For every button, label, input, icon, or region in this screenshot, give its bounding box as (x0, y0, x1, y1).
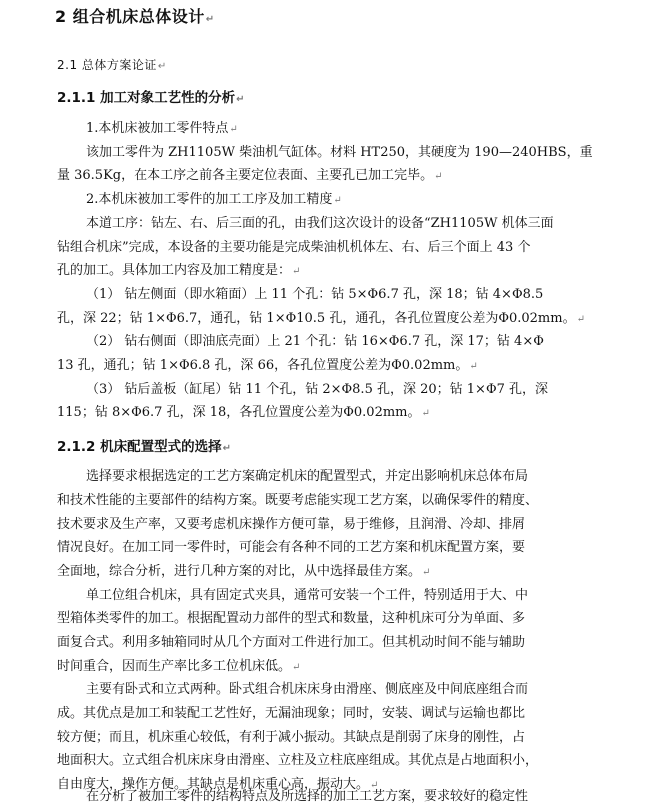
paragraph-line: （3） 钻后盖板（缸尾）钻 11 个孔，钻 2×Φ8.5 孔，深 20；钻 1×Φ7 孔，深 (86, 382, 549, 397)
paragraph-line: 时间重合，因而生产率比多工位机床低。↵ (57, 659, 301, 674)
paragraph-line: （1） 钻左侧面（即水箱面）上 11 个孔：钻 5×Φ6.7 孔，深 18；钻 4×Φ8.5 (86, 287, 544, 302)
paragraph-line: 单工位组合机床，具有固定式夹具，通常可安装一个工件，特别适用于大、中 (86, 588, 529, 603)
paragraph-line: 量 36.5Kg，在本工序之前各主要定位表面、主要孔已加工完毕。↵ (57, 168, 443, 183)
paragraph-line: 本道工序：钻左、右、后三面的孔，由我们这次设计的设备“ZH1105W 机体三面 (86, 216, 554, 231)
paragraph-line: 钻组合机床”完成，本设备的主要功能是完成柴油机机体左、右、后三个面上 43 个 (57, 240, 531, 255)
subsection-heading-2: 2.1.2 机床配置型式的选择↵ (57, 439, 232, 455)
paragraph-line: 情况良好。在加工同一零件时，可能会有各种不同的工艺方案和机床配置方案，要 (57, 540, 526, 555)
paragraph-line: 2.本机床被加工零件的加工工序及加工精度↵ (86, 192, 342, 207)
paragraph-line: 自由度大，操作方便。其缺点是机床重心高，振动大。↵ (57, 777, 379, 792)
paragraph-line: 地面积大。立式组合机床床身由滑座、立柱及立柱底座组成。其优点是占地面积小， (57, 753, 539, 768)
paragraph-line: （2） 钻右侧面（即油底壳面）上 21 个孔：钻 16×Φ6.7 孔，深 17；钻 4×Φ (86, 334, 544, 349)
paragraph-line: 和技术性能的主要部件的结构方案。既要考虑能实现工艺方案，以确保零件的精度、 (57, 493, 539, 508)
paragraph-line: 全面地，综合分析，进行几种方案的对比，从中选择最佳方案。↵ (57, 564, 431, 579)
paragraph-line: 该加工零件为 ZH1105W 柴油机气缸体。材料 HT250，其硬度为 190—240HBS，重 (86, 145, 593, 160)
paragraph-line: 主要有卧式和立式两种。卧式组合机床床身由滑座、侧底座及中间底座组合而 (86, 682, 529, 697)
subsection-heading-1: 2.1.1 加工对象工艺性的分析↵ (57, 90, 245, 106)
paragraph-line: 孔的加工。具体加工内容及加工精度是：↵ (57, 263, 301, 278)
paragraph-line: 孔，深 22；钻 1×Φ6.7，通孔，钻 1×Φ10.5 孔，通孔，各孔位置度公差为Φ0.02mm。↵ (57, 311, 585, 326)
paragraph-line: 1.本机床被加工零件特点↵ (86, 121, 238, 136)
paragraph-line: 成。其优点是加工和装配工艺性好，无漏油现象；同时，安装、调试与运输也都比 (57, 706, 526, 721)
paragraph-line: 面复合式。利用多轴箱同时从几个方面对工件进行加工。但其机动时间不能与辅助 (57, 635, 526, 650)
section-heading: 2.1 总体方案论证↵ (57, 58, 167, 72)
paragraph-line: 13 孔，通孔；钻 1×Φ6.8 孔，深 66，各孔位置度公差为Φ0.02mm。↵ (57, 358, 478, 373)
paragraph-line: 115；钻 8×Φ6.7 孔，深 18，各孔位置度公差为Φ0.02mm。↵ (57, 405, 430, 420)
paragraph-line: 技术要求及生产率，又要考虑机床操作方便可靠，易于维修，且润滑、冷却、排屑 (57, 517, 526, 532)
paragraph-line: 选择要求根据选定的工艺方案确定机床的配置型式，并定出影响机床总体布局 (86, 469, 529, 484)
chapter-heading: 2 组合机床总体设计↵ (55, 7, 215, 26)
paragraph-line: 型箱体类零件的加工。根据配置动力部件的型式和数量，这种机床可分为单面、多 (57, 611, 526, 626)
paragraph-line: 在分析了被加工零件的结构特点及所选择的加工工艺方案，要求较好的稳定性 (86, 789, 529, 804)
paragraph-line: 较方便；而且，机床重心较低，有利于减小振动。其缺点是削弱了床身的刚性，占 (57, 730, 526, 745)
